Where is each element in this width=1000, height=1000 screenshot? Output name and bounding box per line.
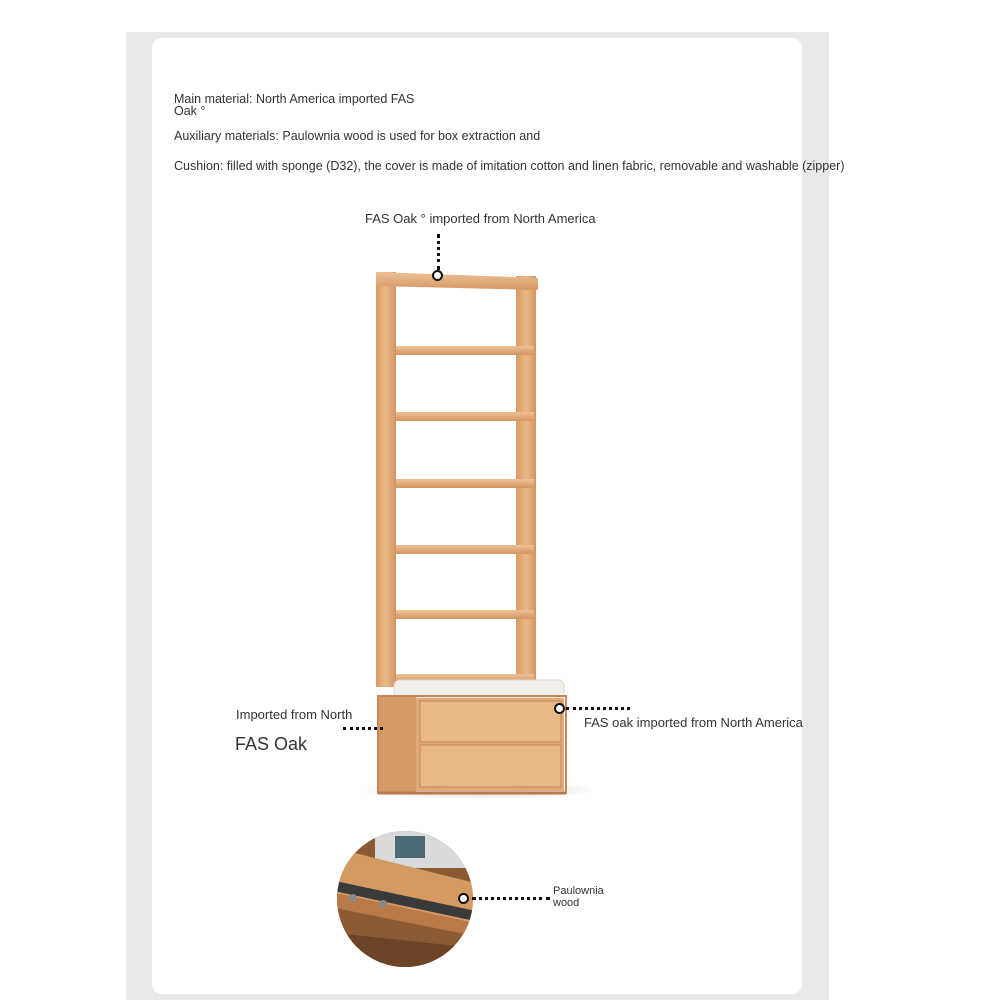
callout-right-dot [554,703,565,714]
callout-left-label: Imported from North [236,707,353,722]
main-material-text: Main material: North America imported FAS [174,92,415,106]
callout-paulownia-label: Paulownia wood [553,885,604,909]
auxiliary-material-text: Auxiliary materials: Paulownia wood is used for box extraction and [174,129,541,143]
cushion-text: Cushion: filled with sponge (D32), the cover is made of imitation cotton and linen fabric, removable and washable (zipper) [174,159,845,173]
callout-right-label: FAS oak imported from North America [584,715,803,730]
bookshelf-illustration [360,260,590,810]
callout-top-dot [432,270,443,281]
drawer-slide-detail-image [335,828,475,970]
callout-paulownia-leader [472,897,550,900]
callout-left-title: FAS Oak [235,734,308,754]
callout-paulownia-dot [458,893,469,904]
main-material-text-cont: Oak ° [174,104,206,118]
callout-right-leader [566,707,630,710]
callout-left-leader [343,727,383,730]
callout-top-label: FAS Oak ° imported from North America [365,211,596,226]
